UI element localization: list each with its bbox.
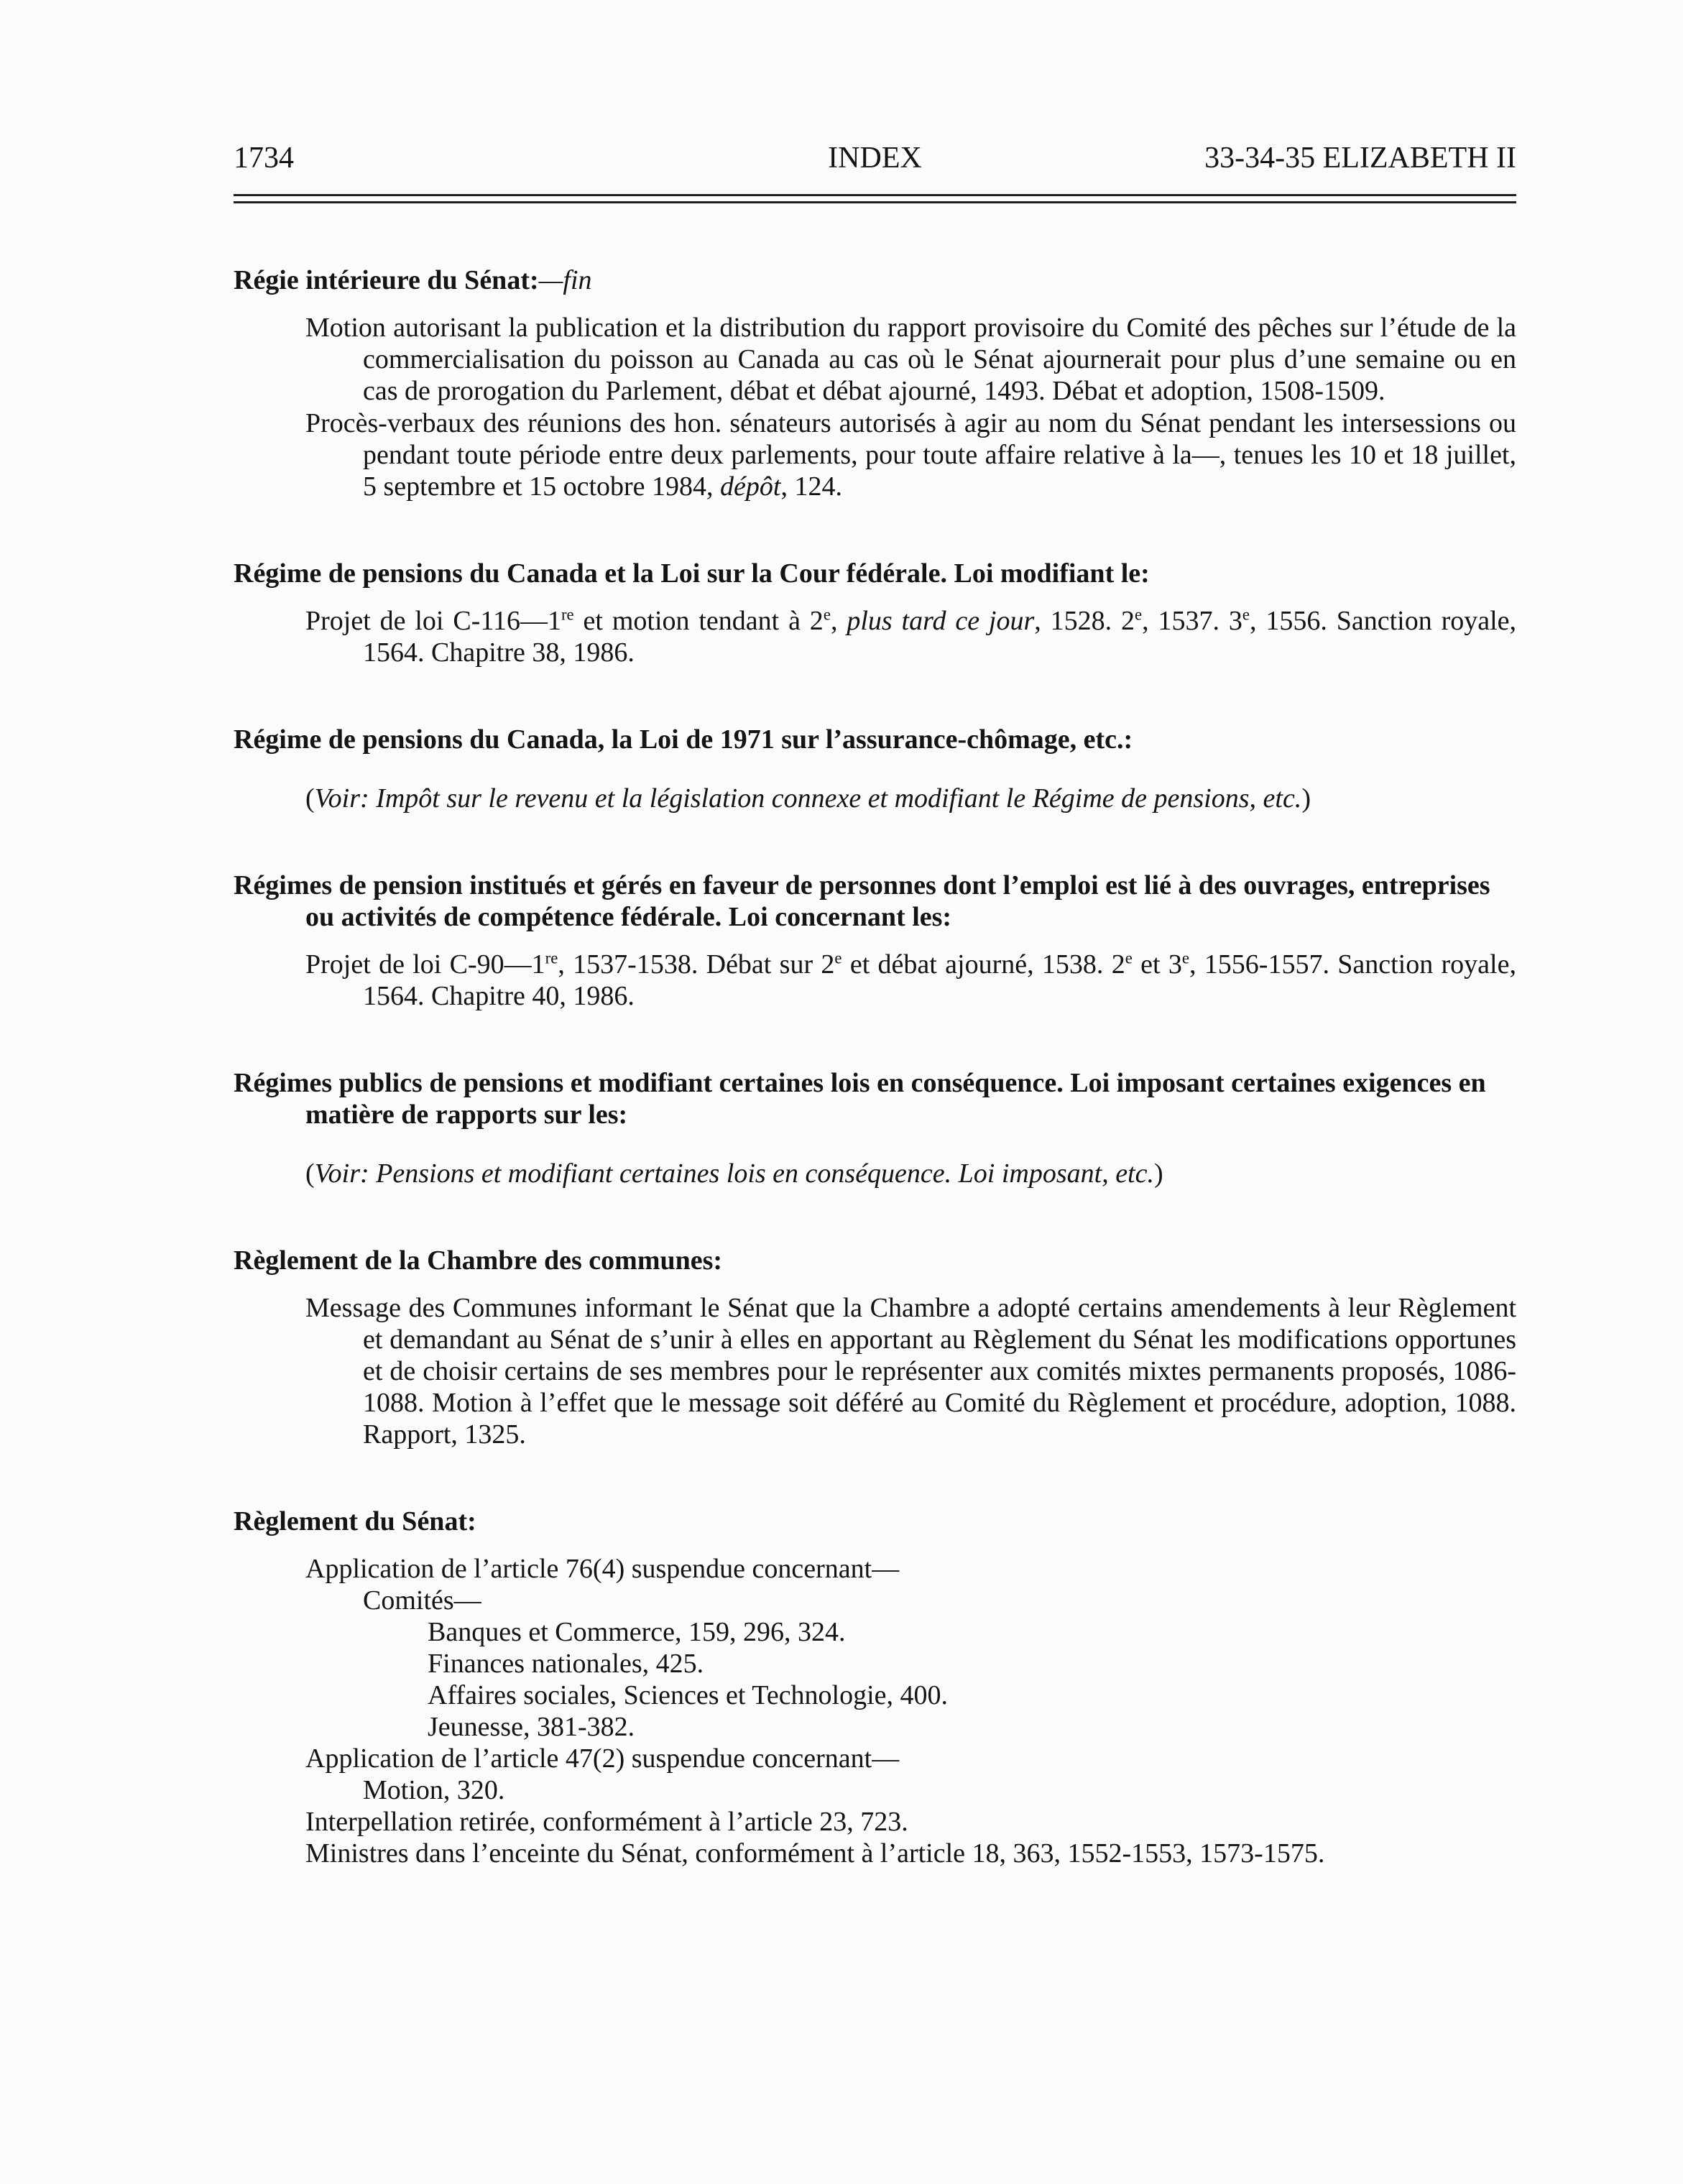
entry-subitem: Procès-verbaux des réunions des hon. sénateurs autorisés à agir au nom du Sénat pendant les intersessions ou pendant toute période entre deux parlements, pour toute affaire relative à la—, tenues les 10 et 18 juillet, 5 septembre et 15 octobre 1984, dépôt, 124. [305, 408, 1516, 502]
entry-heading: Régimes de pension institués et gérés en faveur de personnes dont l’emploi est lié à des ouvrages, entreprises ou activités de compétence fédérale. Loi concernant les: [234, 870, 1490, 932]
entry-heading: Règlement du Sénat: [234, 1506, 476, 1536]
cross-reference: (Voir: Impôt sur le revenu et la législation connexe et modifiant le Régime de pensions, etc.) [305, 783, 1311, 814]
entry-heading: Régie intérieure du Sénat:—fin [234, 265, 592, 295]
header-rule-bottom [234, 201, 1516, 203]
entry-subitem: Finances nationales, 425. [428, 1649, 704, 1679]
cross-reference: (Voir: Pensions et modifiant certaines lois en conséquence. Loi imposant, etc.) [305, 1158, 1163, 1189]
index-entry [234, 870, 1516, 1012]
entry-subitem: Message des Communes informant le Sénat que la Chambre a adopté certains amendements à leur Règlement et demandant au Sénat de s’unir à elles en apportant au Règlement du Sénat les modifications opportunes et de choisir certains de ses membres pour le représenter aux comités mixtes permanents proposés, 1086-1088. Motion à l’effet que le message soit déféré au Comité du Règlement et procédure, adoption, 1088. Rapport, 1325. [305, 1293, 1516, 1450]
index-entry [234, 264, 1516, 502]
entry-subitem: Application de l’article 47(2) suspendue concernant— [305, 1743, 900, 1774]
index-entry [234, 558, 1516, 668]
index-entry [234, 1245, 1516, 1450]
index-body [234, 264, 1516, 1925]
entry-subitem: Affaires sociales, Sciences et Technologie, 400. [428, 1680, 949, 1710]
entry-subitem: Application de l’article 76(4) suspendue concernant— [305, 1554, 900, 1584]
page-title: INDEX [828, 142, 922, 175]
header-rule-top [234, 194, 1516, 196]
entry-heading: Régime de pensions du Canada et la Loi sur la Cour fédérale. Loi modifiant le: [234, 558, 1150, 589]
index-entry [234, 724, 1516, 814]
entry-subitem: Jeunesse, 381-382. [428, 1712, 635, 1742]
index-entry [234, 1067, 1516, 1189]
page-header [234, 137, 1516, 180]
entry-subitem: Interpellation retirée, conformément à l’article 23, 723. [305, 1807, 908, 1837]
entry-subitem: Banques et Commerce, 159, 296, 324. [428, 1617, 846, 1647]
page-number: 1734 [234, 142, 294, 175]
entry-subitem: Ministres dans l’enceinte du Sénat, conformément à l’article 18, 363, 1552-1553, 1573-1575. [305, 1838, 1325, 1869]
entry-subitem: Projet de loi C-116—1re et motion tendant à 2e, plus tard ce jour, 1528. 2e, 1537. 3e, 1556. Sanction royale, 1564. Chapitre 38, 1986. [305, 605, 1517, 668]
entry-heading: Règlement de la Chambre des communes: [234, 1245, 723, 1276]
entry-subitem: Projet de loi C-90—1re, 1537-1538. Débat sur 2e et débat ajourné, 1538. 2e et 3e, 1556-1557. Sanction royale, 1564. Chapitre 40, 1986. [305, 949, 1516, 1011]
entry-heading: Régimes publics de pensions et modifiant certaines lois en conséquence. Loi imposant certaines exigences en matière de rapports sur les: [234, 1068, 1486, 1130]
index-entry [234, 1506, 1516, 1869]
running-head-reign: 33-34-35 ELIZABETH II [1204, 142, 1516, 175]
entry-subitem: Motion, 320. [363, 1775, 505, 1805]
entry-heading: Régime de pensions du Canada, la Loi de 1971 sur l’assurance-chômage, etc.: [234, 724, 1133, 755]
entry-subitem: Comités— [363, 1585, 481, 1616]
entry-subitem: Motion autorisant la publication et la distribution du rapport provisoire du Comité des pêches sur l’étude de la commercialisation du poisson au Canada au cas où le Sénat ajournerait pour plus d’une semaine ou en cas de prorogation du Parlement, débat et débat ajourné, 1493. Débat et adoption, 1508-1509. [305, 313, 1516, 406]
